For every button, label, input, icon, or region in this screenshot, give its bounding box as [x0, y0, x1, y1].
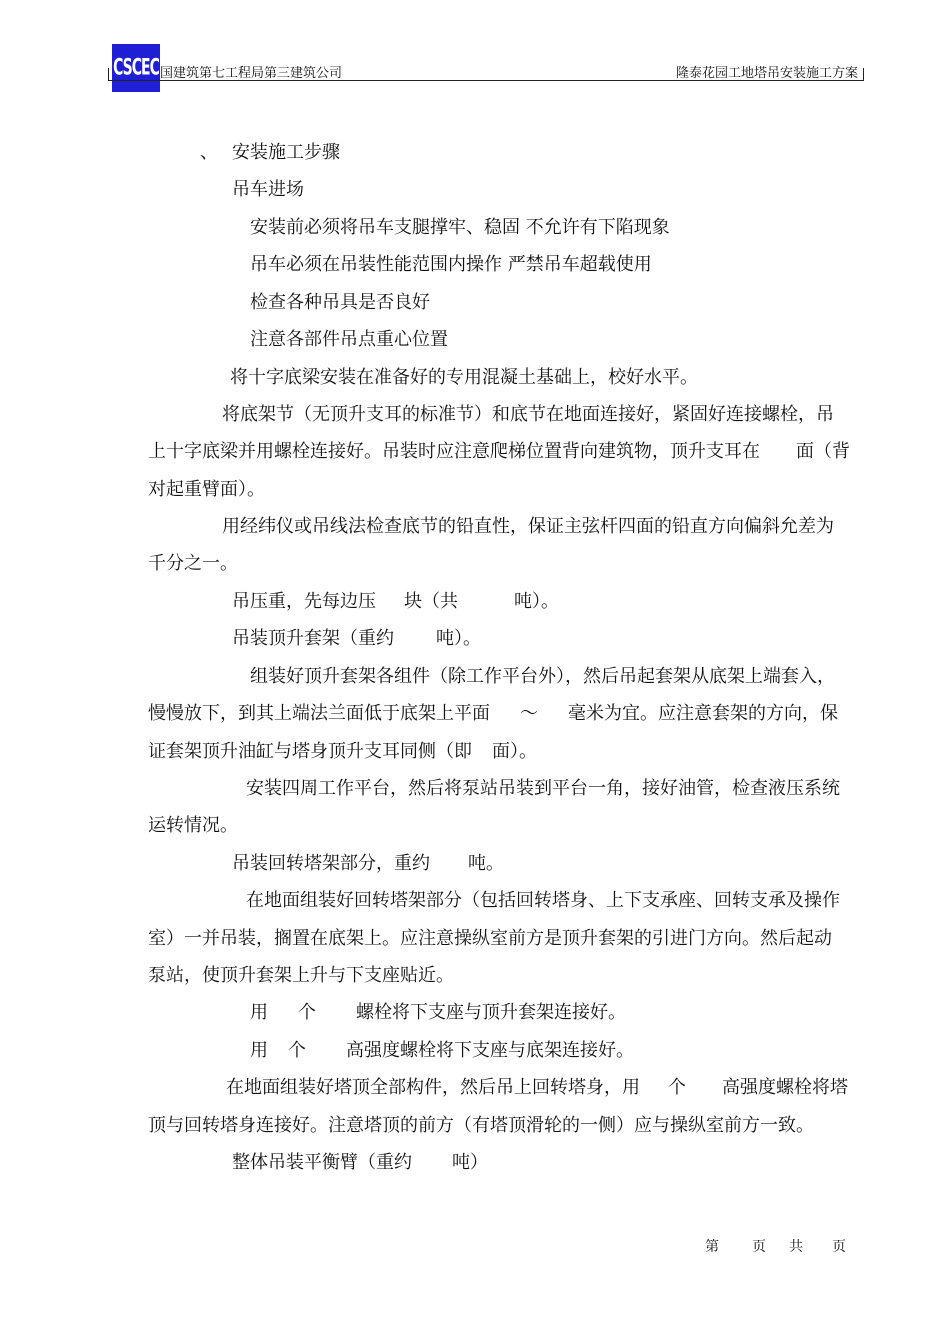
header-company: 国建筑第七工程局第三建筑公司: [160, 66, 343, 81]
paragraph-line: 用经纬仪或吊线法检查底节的铅直性，保证主弦杆四面的铅直方向偏斜允差为: [222, 516, 834, 537]
text-run: 块（共: [404, 591, 458, 612]
paragraph-line: 千分之一。: [148, 553, 238, 574]
text-run: 面（背: [796, 441, 850, 462]
text-run: 吨。: [468, 853, 504, 874]
text-run: 面）。: [492, 741, 537, 762]
text-run: 上十字底梁并用螺栓连接好。吊装时应注意爬梯位置背向建筑物，顶升支耳在: [148, 441, 760, 462]
subsection-title: 吊车进场: [232, 179, 304, 200]
paragraph-line: [250, 1032, 634, 1069]
paragraph-line: 组装好顶升套架各组件（除工作平台外），然后吊起套架从底架上端套入，: [250, 666, 835, 687]
footer-total-label: 共: [789, 1239, 803, 1255]
text-run: 螺栓将下支座与顶升套架连接好。: [356, 1002, 626, 1023]
text-run: 个: [668, 1077, 686, 1098]
text-run: ～: [520, 703, 538, 724]
text-run: 高强度螺栓将下支座与底架连接好。: [346, 1040, 634, 1061]
paragraph-line: 安装前必须将吊车支腿撑牢、稳固 不允许有下陷现象: [250, 217, 670, 238]
paragraph-line: 泵站，使顶升套架上升与下支座贴近。: [148, 965, 454, 986]
text-run: 吊装顶升套架（重约: [232, 628, 394, 649]
text-run: 个: [298, 1002, 316, 1023]
footer-page-label: 页: [752, 1239, 766, 1255]
paragraph-line: 注意各部件吊点重心位置: [250, 329, 448, 350]
text-run: 用: [250, 1040, 268, 1061]
header-rule: [108, 80, 864, 81]
paragraph-line: 在地面组装好回转塔架部分（包括回转塔身、上下支承座、回转支承及操作: [246, 890, 840, 911]
text-run: 高强度螺栓将塔: [722, 1077, 848, 1098]
text-run: 用: [250, 1002, 268, 1023]
paragraph-line: [232, 1144, 488, 1181]
text-run: 吨）。: [514, 591, 559, 612]
paragraph-line: 将底架节（无顶升支耳的标准节）和底节在地面连接好，紧固好连接螺栓，吊: [222, 404, 834, 425]
paragraph-line: [250, 994, 626, 1031]
logo-text: CSCEC: [113, 55, 159, 81]
paragraph-line: 安装四周工作平台，然后将泵站吊装到平台一角，接好油管，检查液压系统: [246, 778, 840, 799]
paragraph-line: 将十字底梁安装在准备好的专用混凝土基础上，校好水平。: [230, 367, 698, 388]
paragraph-line: 吊车必须在吊装性能范围内操作 严禁吊车超载使用: [250, 254, 652, 275]
text-run: 毫米为宜。应注意套架的方向，保: [568, 703, 838, 724]
company-logo: [112, 44, 160, 92]
paragraph-line: 顶与回转塔身连接好。注意塔顶的前方（有塔顶滑轮的一侧）应与操纵室前方一致。: [148, 1115, 814, 1136]
text-run: 吊装回转塔架部分，重约: [232, 853, 430, 874]
paragraph-line: [232, 583, 559, 620]
paragraph-line: [232, 845, 504, 882]
paragraph-line: 检查各种吊具是否良好: [250, 292, 430, 313]
text-run: 整体吊装平衡臂（重约: [232, 1152, 412, 1173]
paragraph-line: [148, 733, 537, 770]
paragraph-line: [232, 620, 481, 657]
text-run: 吨）。: [436, 628, 481, 649]
paragraph-line: 对起重臂面）。: [148, 479, 265, 500]
footer-page-label: 第: [705, 1239, 719, 1255]
footer-total-label: 页: [832, 1239, 846, 1255]
section-mark: 、: [200, 142, 218, 163]
text-run: 个: [288, 1040, 306, 1061]
text-run: 在地面组装好塔顶全部构件，然后吊上回转塔身，用: [226, 1077, 640, 1098]
text-run: 吨）: [452, 1152, 488, 1173]
section-title: 安装施工步骤: [232, 142, 340, 163]
text-run: 证套架顶升油缸与塔身顶升支耳同侧（即: [148, 741, 472, 762]
paragraph-line: [148, 433, 850, 470]
paragraph-line: 室）一并吊装，搁置在底架上。应注意操纵室前方是顶升套架的引进门方向。然后起动: [148, 928, 832, 949]
section-heading: [200, 134, 340, 171]
header-tick-right: [863, 68, 864, 80]
paragraph-line: [226, 1069, 848, 1106]
header-tick-left: [108, 68, 109, 80]
paragraph-line: [148, 695, 838, 732]
paragraph-line: 运转情况。: [148, 815, 238, 836]
text-run: 慢慢放下，到其上端法兰面低于底架上平面: [148, 703, 490, 724]
text-run: 吊压重，先每边压: [232, 591, 376, 612]
header-project-title: 隆泰花园工地塔吊安装施工方案: [675, 66, 858, 81]
